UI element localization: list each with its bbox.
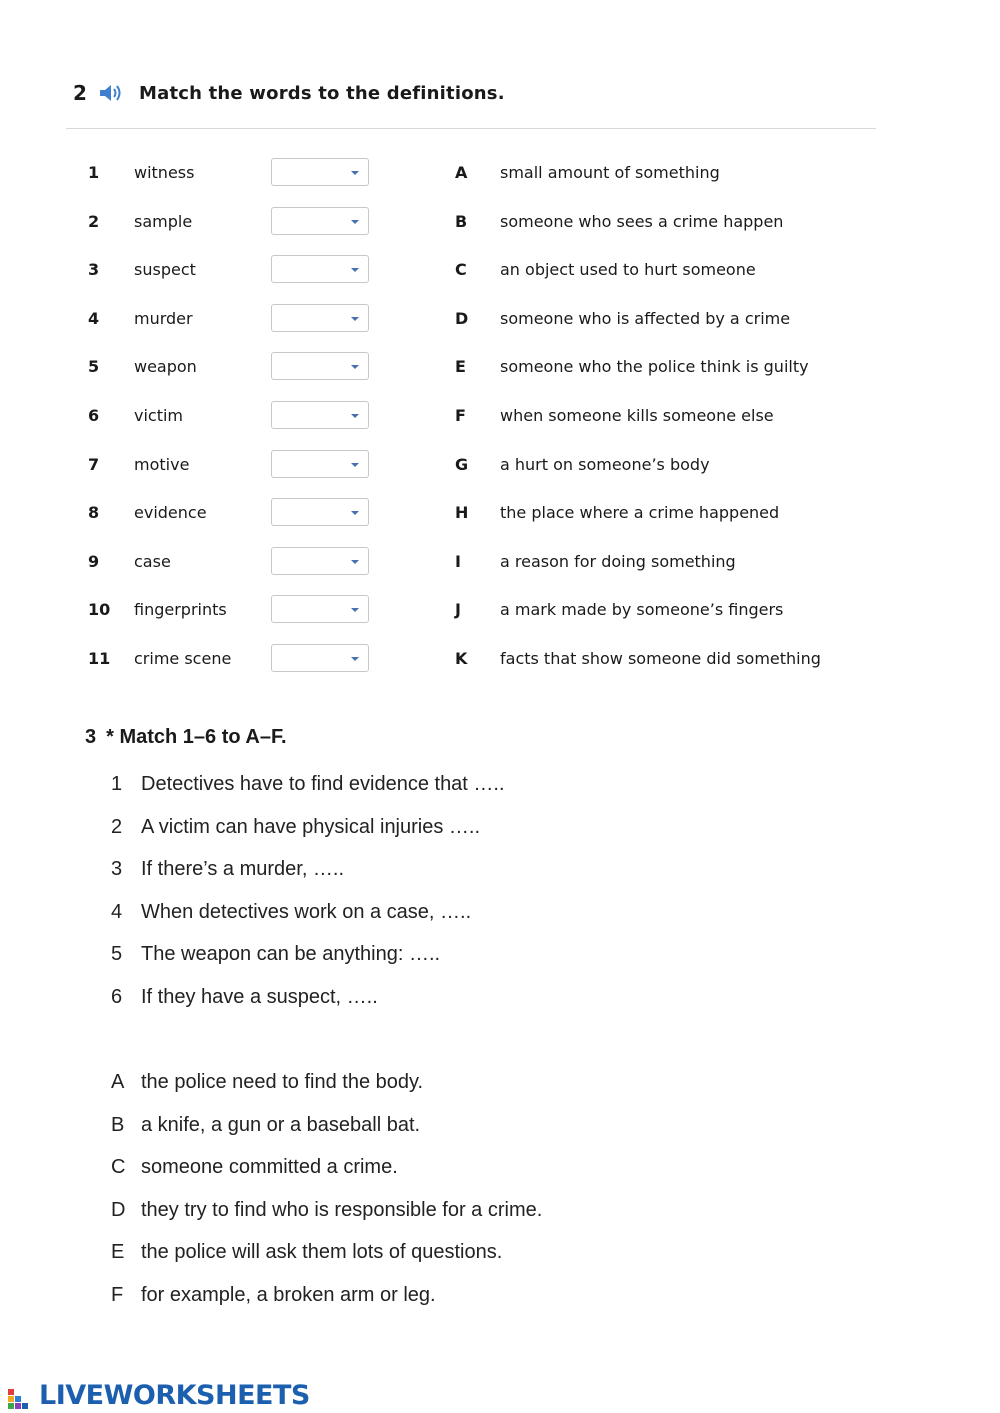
matching-row xyxy=(0,644,1000,692)
definition-text: when someone kills someone else xyxy=(500,406,774,425)
sentence-item xyxy=(0,854,1000,884)
item-number: 9 xyxy=(88,551,100,571)
definition-letter: B xyxy=(455,211,468,231)
matching-row xyxy=(0,352,1000,400)
sentence-item xyxy=(0,769,1000,799)
answer-dropdown[interactable] xyxy=(271,255,369,283)
logo-text: LIVEWORKSHEETS xyxy=(39,1379,310,1411)
exercise-title: * Match 1–6 to A–F. xyxy=(106,726,287,748)
vocabulary-word: witness xyxy=(134,163,195,182)
sentence-text: When detectives work on a case, ….. xyxy=(141,900,472,923)
answer-dropdown[interactable] xyxy=(271,595,369,623)
chevron-down-icon xyxy=(351,268,359,272)
definition-text: an object used to hurt someone xyxy=(500,260,756,280)
definition-letter: C xyxy=(455,260,467,280)
sentence-item xyxy=(0,812,1000,842)
definition-letter: I xyxy=(455,551,461,571)
matching-row xyxy=(0,207,1000,255)
definition-letter: A xyxy=(455,163,468,182)
matching-row xyxy=(0,450,1000,498)
vocabulary-word: suspect xyxy=(134,260,196,280)
definition-letter: K xyxy=(455,649,468,668)
definition-letter: G xyxy=(455,454,469,474)
ending-item xyxy=(0,1237,1000,1267)
logo-blocks-icon xyxy=(8,1381,36,1409)
sentence-number: 5 xyxy=(111,943,123,966)
definition-letter: J xyxy=(455,600,461,620)
definition-text: someone who sees a crime happen xyxy=(500,211,784,231)
sentence-text: If there’s a murder, ….. xyxy=(141,858,345,881)
matching-row xyxy=(0,401,1000,449)
sentence-text: If they have a suspect, ….. xyxy=(141,986,378,1008)
chevron-down-icon xyxy=(351,365,359,369)
definition-text: someone who the police think is guilty xyxy=(500,357,809,377)
ending-item xyxy=(0,1152,1000,1182)
exercise-2-header xyxy=(73,78,505,108)
matching-row xyxy=(0,547,1000,595)
speaker-icon[interactable] xyxy=(97,81,127,105)
chevron-down-icon xyxy=(351,511,359,515)
vocabulary-word: sample xyxy=(134,211,193,231)
sentence-number: 1 xyxy=(111,773,123,795)
definition-text: someone who is affected by a crime xyxy=(500,308,791,328)
vocabulary-word: crime scene xyxy=(134,649,232,668)
ending-text: the police will ask them lots of questions. xyxy=(141,1241,503,1264)
matching-row xyxy=(0,498,1000,546)
sentence-text: The weapon can be anything: ….. xyxy=(141,943,441,966)
chevron-down-icon xyxy=(351,317,359,321)
matching-row xyxy=(0,304,1000,352)
definition-text: a hurt on someone’s body xyxy=(500,454,710,474)
vocabulary-word: weapon xyxy=(134,357,197,377)
answer-dropdown[interactable] xyxy=(271,304,369,332)
ending-letter: E xyxy=(111,1241,125,1264)
sentence-item xyxy=(0,939,1000,969)
answer-dropdown[interactable] xyxy=(271,207,369,235)
ending-text: for example, a broken arm or leg. xyxy=(141,1284,436,1306)
item-number: 6 xyxy=(88,406,100,425)
answer-dropdown[interactable] xyxy=(271,644,369,672)
exercise-number: 3 xyxy=(85,726,97,748)
exercise-title: Match the words to the definitions. xyxy=(139,82,505,104)
item-number: 11 xyxy=(88,649,111,668)
ending-item xyxy=(0,1195,1000,1225)
ending-letter: D xyxy=(111,1198,126,1221)
ending-text: they try to find who is responsible for a crime. xyxy=(141,1198,543,1221)
ending-item xyxy=(0,1110,1000,1140)
divider xyxy=(66,128,876,129)
definition-text: the place where a crime happened xyxy=(500,503,780,523)
vocabulary-word: fingerprints xyxy=(134,600,227,620)
sentence-number: 4 xyxy=(111,900,123,923)
ending-text: the police need to find the body. xyxy=(141,1071,424,1093)
ending-item xyxy=(0,1067,1000,1097)
answer-dropdown[interactable] xyxy=(271,158,369,186)
chevron-down-icon xyxy=(351,608,359,612)
chevron-down-icon xyxy=(351,657,359,661)
matching-row xyxy=(0,255,1000,303)
ending-letter: F xyxy=(111,1284,124,1306)
sentence-item xyxy=(0,897,1000,927)
answer-dropdown[interactable] xyxy=(271,401,369,429)
ending-letter: C xyxy=(111,1156,126,1179)
answer-dropdown[interactable] xyxy=(271,547,369,575)
answer-dropdown[interactable] xyxy=(271,352,369,380)
ending-letter: A xyxy=(111,1071,125,1093)
item-number: 5 xyxy=(88,357,100,377)
item-number: 3 xyxy=(88,260,100,280)
definition-text: facts that show someone did something xyxy=(500,649,821,668)
sentence-number: 6 xyxy=(111,986,123,1008)
answer-dropdown[interactable] xyxy=(271,498,369,526)
chevron-down-icon xyxy=(351,171,359,175)
definition-letter: D xyxy=(455,308,469,328)
exercise-3-header xyxy=(85,726,287,749)
matching-row xyxy=(0,595,1000,643)
exercise-number: 2 xyxy=(73,81,87,105)
vocabulary-word: case xyxy=(134,551,171,571)
chevron-down-icon xyxy=(351,220,359,224)
item-number: 4 xyxy=(88,308,100,328)
vocabulary-word: motive xyxy=(134,454,190,474)
sentence-item xyxy=(0,982,1000,1012)
item-number: 10 xyxy=(88,600,111,620)
sentence-number: 2 xyxy=(111,815,123,838)
sentence-number: 3 xyxy=(111,858,123,881)
chevron-down-icon xyxy=(351,560,359,564)
liveworksheets-logo xyxy=(8,1378,310,1412)
vocabulary-word: victim xyxy=(134,406,184,425)
definition-text: a reason for doing something xyxy=(500,551,736,571)
sentence-text: Detectives have to find evidence that ….. xyxy=(141,773,505,795)
ending-letter: B xyxy=(111,1113,125,1136)
definition-text: a mark made by someone’s fingers xyxy=(500,600,784,620)
item-number: 2 xyxy=(88,211,100,231)
sentence-text: A victim can have physical injuries ….. xyxy=(141,815,481,838)
vocabulary-word: evidence xyxy=(134,503,207,523)
ending-text: a knife, a gun or a baseball bat. xyxy=(141,1113,421,1136)
ending-text: someone committed a crime. xyxy=(141,1156,398,1179)
definition-letter: F xyxy=(455,406,466,425)
item-number: 1 xyxy=(88,163,100,182)
definition-letter: H xyxy=(455,503,469,523)
answer-dropdown[interactable] xyxy=(271,450,369,478)
item-number: 8 xyxy=(88,503,100,523)
chevron-down-icon xyxy=(351,414,359,418)
vocabulary-word: murder xyxy=(134,308,193,328)
chevron-down-icon xyxy=(351,463,359,467)
definition-letter: E xyxy=(455,357,466,377)
ending-item xyxy=(0,1280,1000,1310)
matching-row xyxy=(0,158,1000,206)
item-number: 7 xyxy=(88,454,100,474)
definition-text: small amount of something xyxy=(500,163,720,182)
